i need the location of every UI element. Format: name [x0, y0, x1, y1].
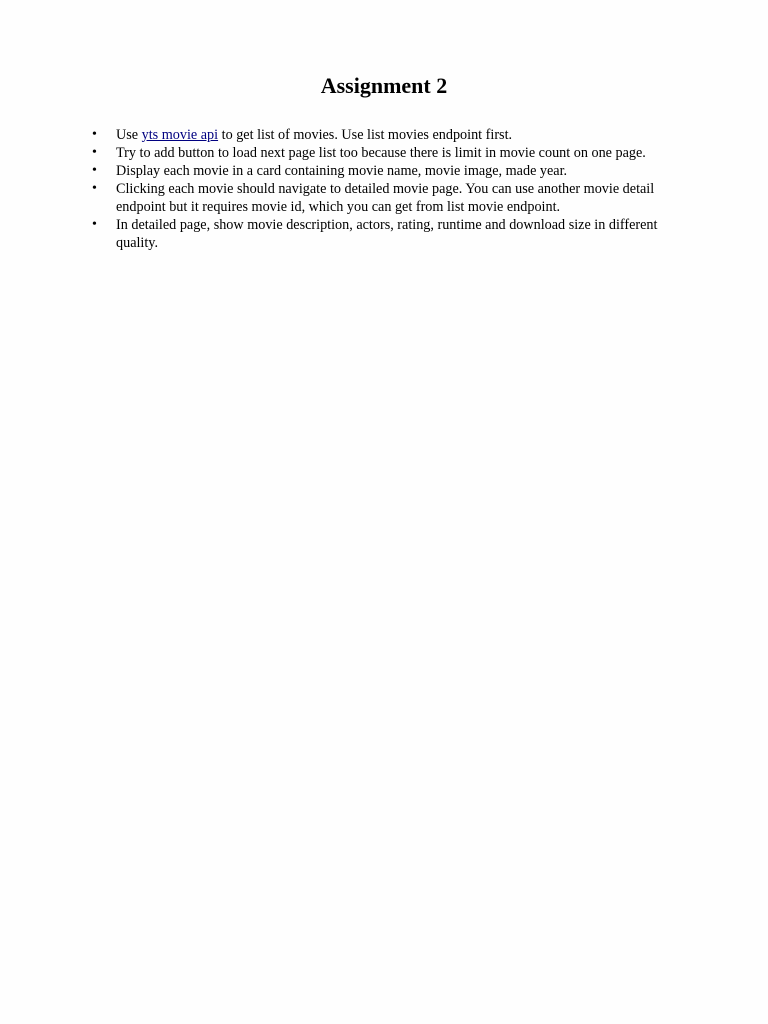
list-item — [92, 180, 702, 216]
page-title: Assignment 2 — [320, 73, 448, 98]
list-item — [92, 144, 702, 162]
list-item-text: In detailed page, show movie description, actors, rating, runtime and download size in different quality. — [116, 217, 658, 251]
bullet-icon: • — [92, 163, 97, 178]
requirements-list — [92, 126, 702, 252]
bullet-icon: • — [92, 145, 97, 160]
list-item — [92, 162, 702, 180]
bullet-icon: • — [92, 181, 97, 196]
list-item-text: Clicking each movie should navigate to detailed movie page. You can use another movie detail endpoint but it requires movie id, which you can get from list movie endpoint. — [116, 181, 655, 215]
list-item-text-suffix: to get list of movies. Use list movies endpoint first. — [218, 127, 513, 143]
list-item — [92, 216, 702, 252]
list-item — [92, 126, 702, 144]
yts-movie-api-link[interactable]: yts movie api — [141, 127, 219, 143]
list-item-text-prefix: Use — [116, 127, 142, 143]
bullet-icon: • — [92, 217, 97, 232]
bullet-icon: • — [92, 127, 97, 142]
list-item-text: Display each movie in a card containing movie name, movie image, made year. — [116, 163, 568, 179]
list-item-text: Try to add button to load next page list too because there is limit in movie count on one page. — [116, 145, 646, 161]
